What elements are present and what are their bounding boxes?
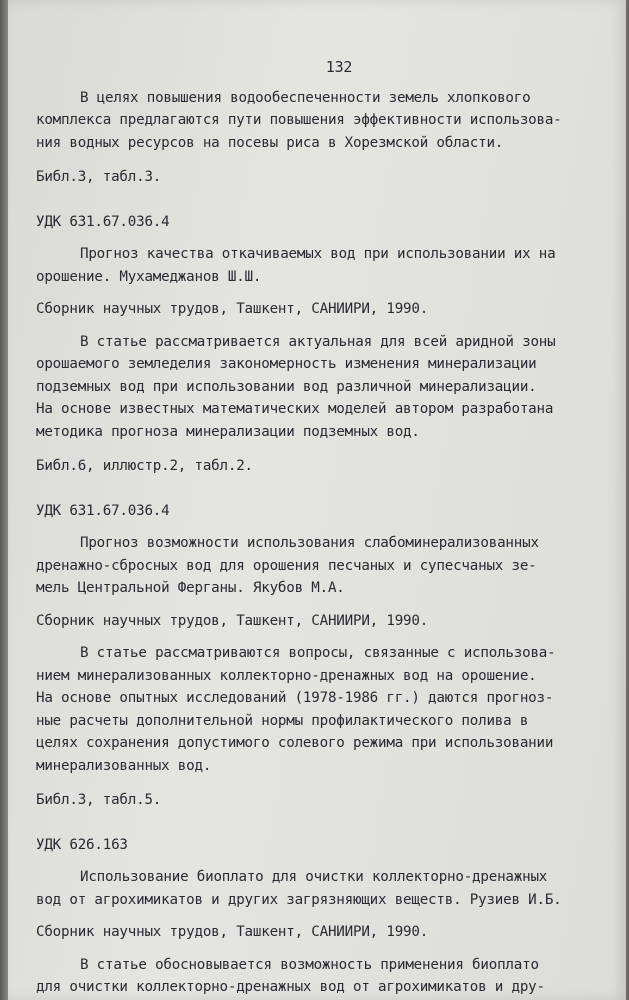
intro-line: комплекса предлагаются пути повышения эффективности использова- xyxy=(36,112,562,128)
page-content xyxy=(36,56,612,999)
abstract-line: для очистки коллекторно-дренажных вод от агрохимикатов и дру- xyxy=(36,979,545,995)
entry-2 xyxy=(36,500,612,812)
intro-line: ния водных ресурсов на посевы риса в Хорезмской области. xyxy=(36,134,504,151)
document-page xyxy=(8,0,626,1000)
entry-title-line: Прогноз возможности использования слабоминерализованных xyxy=(80,535,539,551)
abstract-line: целях сохранения допустимого солевого режима при использовании xyxy=(36,735,554,751)
entry-title-line: орошение. Мухамеджанов Ш.Ш. xyxy=(36,268,262,285)
abstract-line: На основе опытных исследований (1978-1986 гг.) даются прогноз- xyxy=(36,690,554,706)
abstract-line: ные расчеты дополнительной нормы профилактического полива в xyxy=(36,712,529,729)
entry-1 xyxy=(36,211,612,478)
entry-biblio: Библ.3, табл.5. xyxy=(36,792,162,808)
intro-block xyxy=(36,87,612,189)
entry-title-line: Использование биоплато для очистки коллекторно-дренажных xyxy=(80,869,548,885)
entry-3 xyxy=(36,834,612,999)
entry-source: Сборник научных трудов, Ташкент, САНИИРИ, 1990. xyxy=(36,924,429,940)
udk-code: УДК 631.67.036.4 xyxy=(36,502,170,519)
abstract-line: В статье рассматриваются вопросы, связанные с использова- xyxy=(80,645,556,661)
abstract-line: На основе известных математических моделей автором разработана xyxy=(36,401,554,417)
entry-source: Сборник научных трудов, Ташкент, САНИИРИ, 1990. xyxy=(36,612,429,629)
entry-title-line: мель Центральной Ферганы. Якубов М.А. xyxy=(36,580,345,596)
udk-code: УДК 626.163 xyxy=(36,836,128,853)
abstract-line: орошаемого земледелия закономерность изменения минерализации xyxy=(36,356,537,372)
entry-biblio: Библ.6, иллюстр.2, табл.2. xyxy=(36,458,253,474)
abstract-line: минерализованных вод. xyxy=(36,757,212,774)
entry-title-line: Прогноз качества откачиваемых вод при использовании их на xyxy=(80,246,556,262)
page-binding-edge xyxy=(0,0,8,1000)
intro-biblio: Библ.3, табл.3. xyxy=(36,169,162,185)
abstract-line: подземных вод при использовании вод различной минерализации. xyxy=(36,378,537,395)
page-number: 132 xyxy=(325,58,353,76)
entry-source: Сборник научных трудов, Ташкент, САНИИРИ, 1990. xyxy=(36,301,429,317)
abstract-line: методика прогноза минерализации подземных вод. xyxy=(36,423,420,440)
entry-title-line: вод от агрохимикатов и других загрязняющих веществ. Рузиев И.Б. xyxy=(36,891,562,908)
udk-code: УДК 631.67.036.4 xyxy=(36,213,170,230)
abstract-line: нием минерализованных коллекторно-дренажных вод на орошение. xyxy=(36,667,537,684)
abstract-line: В статье рассматривается актуальная для всей аридной зоны xyxy=(80,333,556,350)
intro-line: В целях повышения водообеспеченности земель хлопкового xyxy=(80,89,531,106)
abstract-line: В статье обосновывается возможность применения биоплато xyxy=(80,956,539,973)
entry-title-line: дренажно-сбросных вод для орошения песчаных и супесчаных зе- xyxy=(36,557,537,574)
